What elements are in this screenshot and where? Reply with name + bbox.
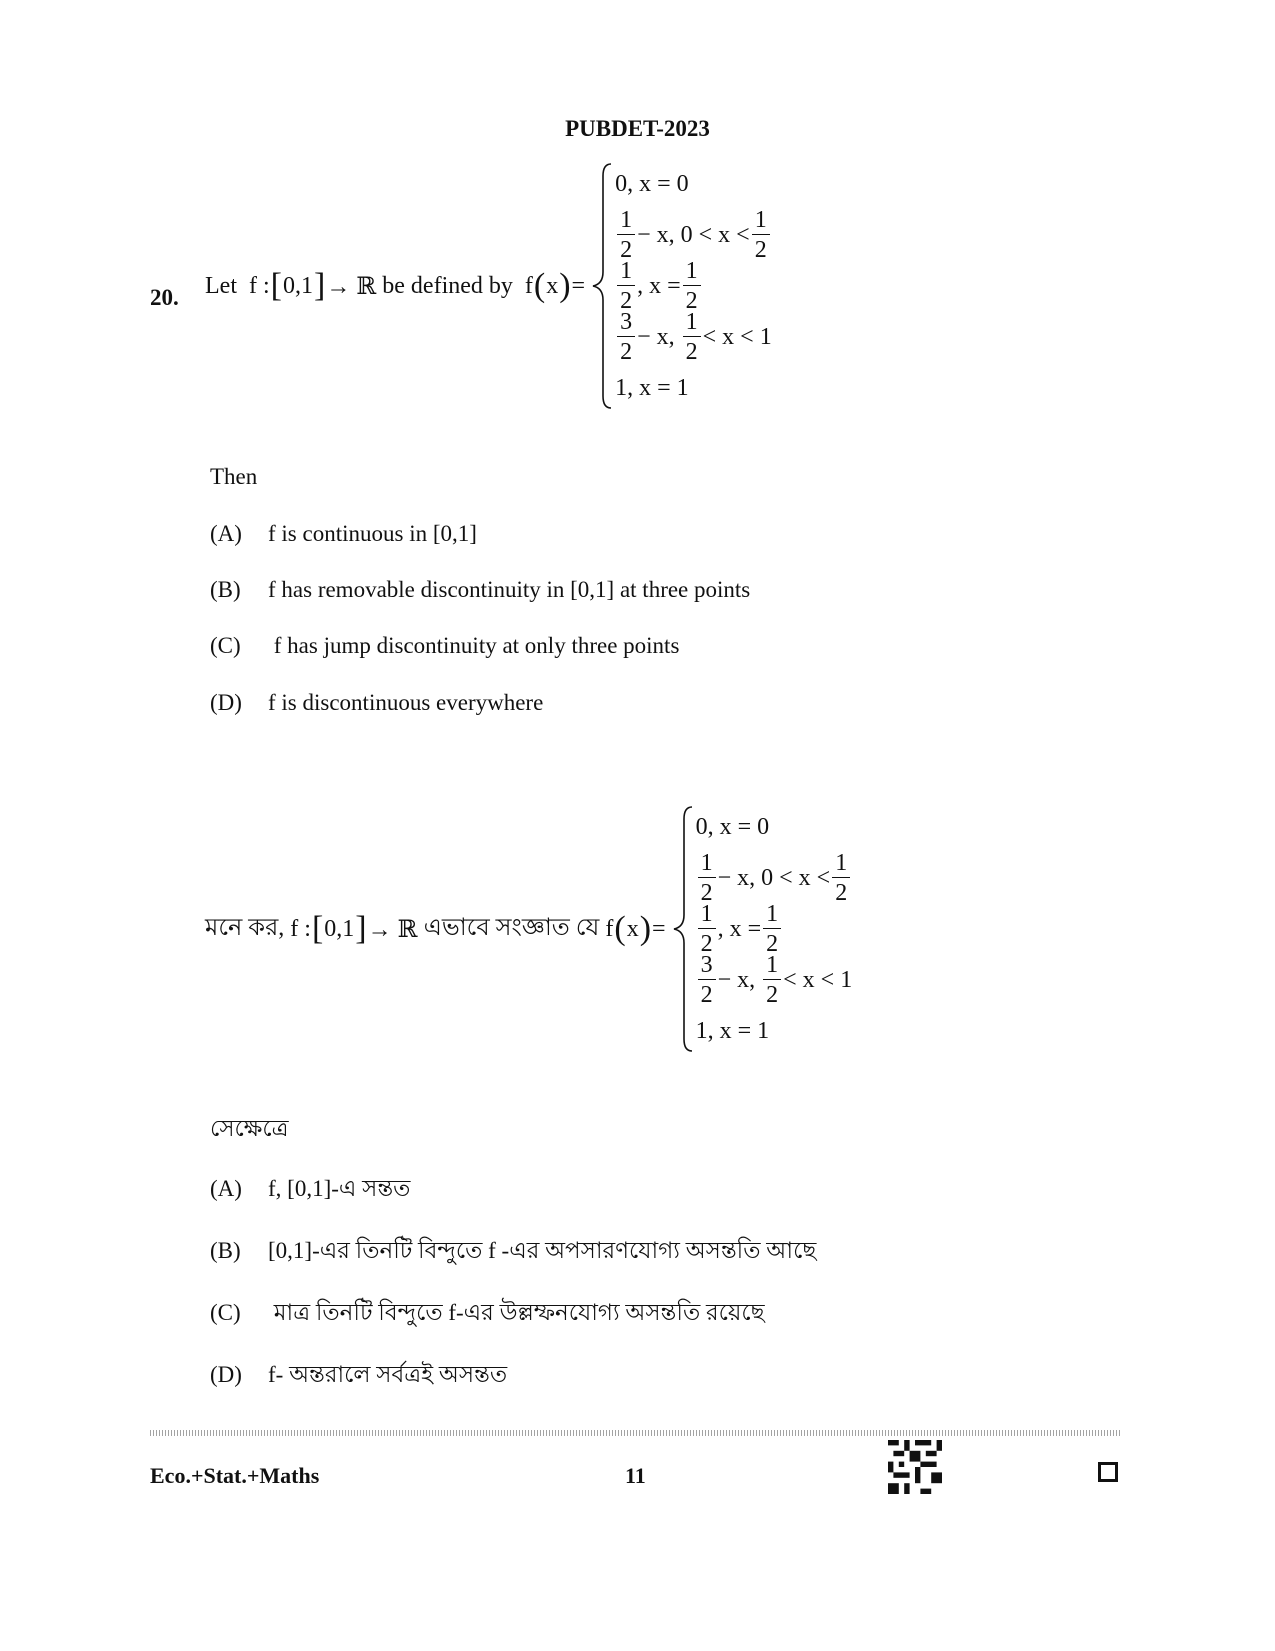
option-c-bengali: (C) মাত্র তিনটি বিন্দুতে f-এর উল্লম্ফনযোগ্য অসন্ততি রয়েছে (210, 1300, 765, 1325)
codomain-bn: → ℝ (367, 916, 418, 943)
option-a-bengali: (A) f, [0,1]-এ সন্তত (210, 1176, 411, 1201)
then-text-bengali: সেক্ষেত্রে (210, 1116, 289, 1141)
codomain: → ℝ (326, 273, 377, 300)
stem-suffix: be defined by (382, 272, 513, 299)
confidential-strip (150, 1430, 1120, 1436)
case-3: $\frac{1}{2}$ , x = $\frac{1}{2}$ (615, 262, 772, 310)
case-2: $\frac{1}{2}$ − x, 0 < x < $\frac{1}{2}$ (615, 211, 772, 259)
question-stem-bengali: মনে কর, f : [ 0,1 ] → ℝ এভাবে সংজ্ঞাত যে f ( x ) = 0, x = 0 $\frac{1}{2}$ − x, 0 < x < $\frac{1}{2}$ $\frac{1}{2}$ , x = $\frac{1}{2}$ $\frac{3}{2}$ − x, $\frac{1}{2}$ < x < 1 1, x = 1 (205, 803, 852, 1055)
function-mapping-bn: f : (290, 915, 311, 942)
equals-sign-bn: = (652, 915, 666, 942)
function-name: f (524, 272, 533, 299)
option-b-english: (B) f has removable discontinuity in [0,1] at three points (210, 577, 751, 602)
stem-suffix-bn: এভাবে সংজ্ঞাত যে (423, 915, 600, 941)
function-name-bn: f (605, 915, 614, 942)
then-text: Then (210, 464, 258, 489)
case-4-bn: $\frac{3}{2}$ − x, $\frac{1}{2}$ < x < 1 (696, 956, 853, 1004)
equals-sign: = (571, 272, 586, 299)
option-a-english: (A) f is continuous in [0,1] (210, 521, 477, 546)
function-mapping: f : (248, 272, 270, 299)
option-c-english: (C) f has jump discontinuity at only three points (210, 633, 680, 658)
case-1: 0, x = 0 (615, 170, 689, 197)
stem-prefix: Let (205, 272, 237, 299)
case-5-bn: 1, x = 1 (695, 1017, 770, 1044)
question-stem-english: Let f : [ 0,1 ] → ℝ be defined by f ( x ) = 0, x = 0 $\frac{1}{2}$ − x, 0 < x < $\frac{1}{2}$ $\frac{1}{2}$ , x = $\frac{1}{2}$ $\frac{3}{2}$ − x, $\frac{1}{2}$ < x < 1 1, x = 1 (205, 160, 772, 412)
piecewise-cases-bn (696, 803, 853, 1055)
piecewise-cases (615, 160, 772, 412)
left-brace-icon (666, 803, 696, 1055)
footer-subject: Eco.+Stat.+Maths (150, 1463, 320, 1488)
page-number: 11 (625, 1463, 646, 1488)
case-5: 1, x = 1 (615, 374, 689, 401)
domain-interval: 0,1 (282, 272, 313, 299)
option-b-bengali: (B) [0,1]-এর তিনটি বিন্দুতে f -এর অপসারণযোগ্য অসন্ততি আছে (210, 1238, 817, 1263)
stem-prefix-bn: মনে কর, (205, 915, 285, 941)
case-4: $\frac{3}{2}$ − x, $\frac{1}{2}$ < x < 1 (615, 313, 772, 361)
qr-code-icon (888, 1440, 942, 1494)
case-1-bn: 0, x = 0 (695, 813, 770, 840)
option-d-english: (D) f is discontinuous everywhere (210, 690, 544, 715)
question-number: 20. (150, 285, 179, 310)
option-d-bengali: (D) f- অন্তরালে সর্বত্রই অসন্তত (210, 1362, 508, 1387)
left-brace-icon (585, 160, 615, 412)
case-3-bn: $\frac{1}{2}$ , x = $\frac{1}{2}$ (696, 905, 853, 953)
function-arg-bn: x (626, 915, 639, 942)
domain-interval-bn: 0,1 (324, 915, 355, 942)
case-2-bn: $\frac{1}{2}$ − x, 0 < x < $\frac{1}{2}$ (696, 854, 853, 902)
corner-square-icon (1098, 1462, 1118, 1482)
page-header: PUBDET-2023 (565, 116, 710, 141)
function-arg: x (546, 272, 559, 299)
